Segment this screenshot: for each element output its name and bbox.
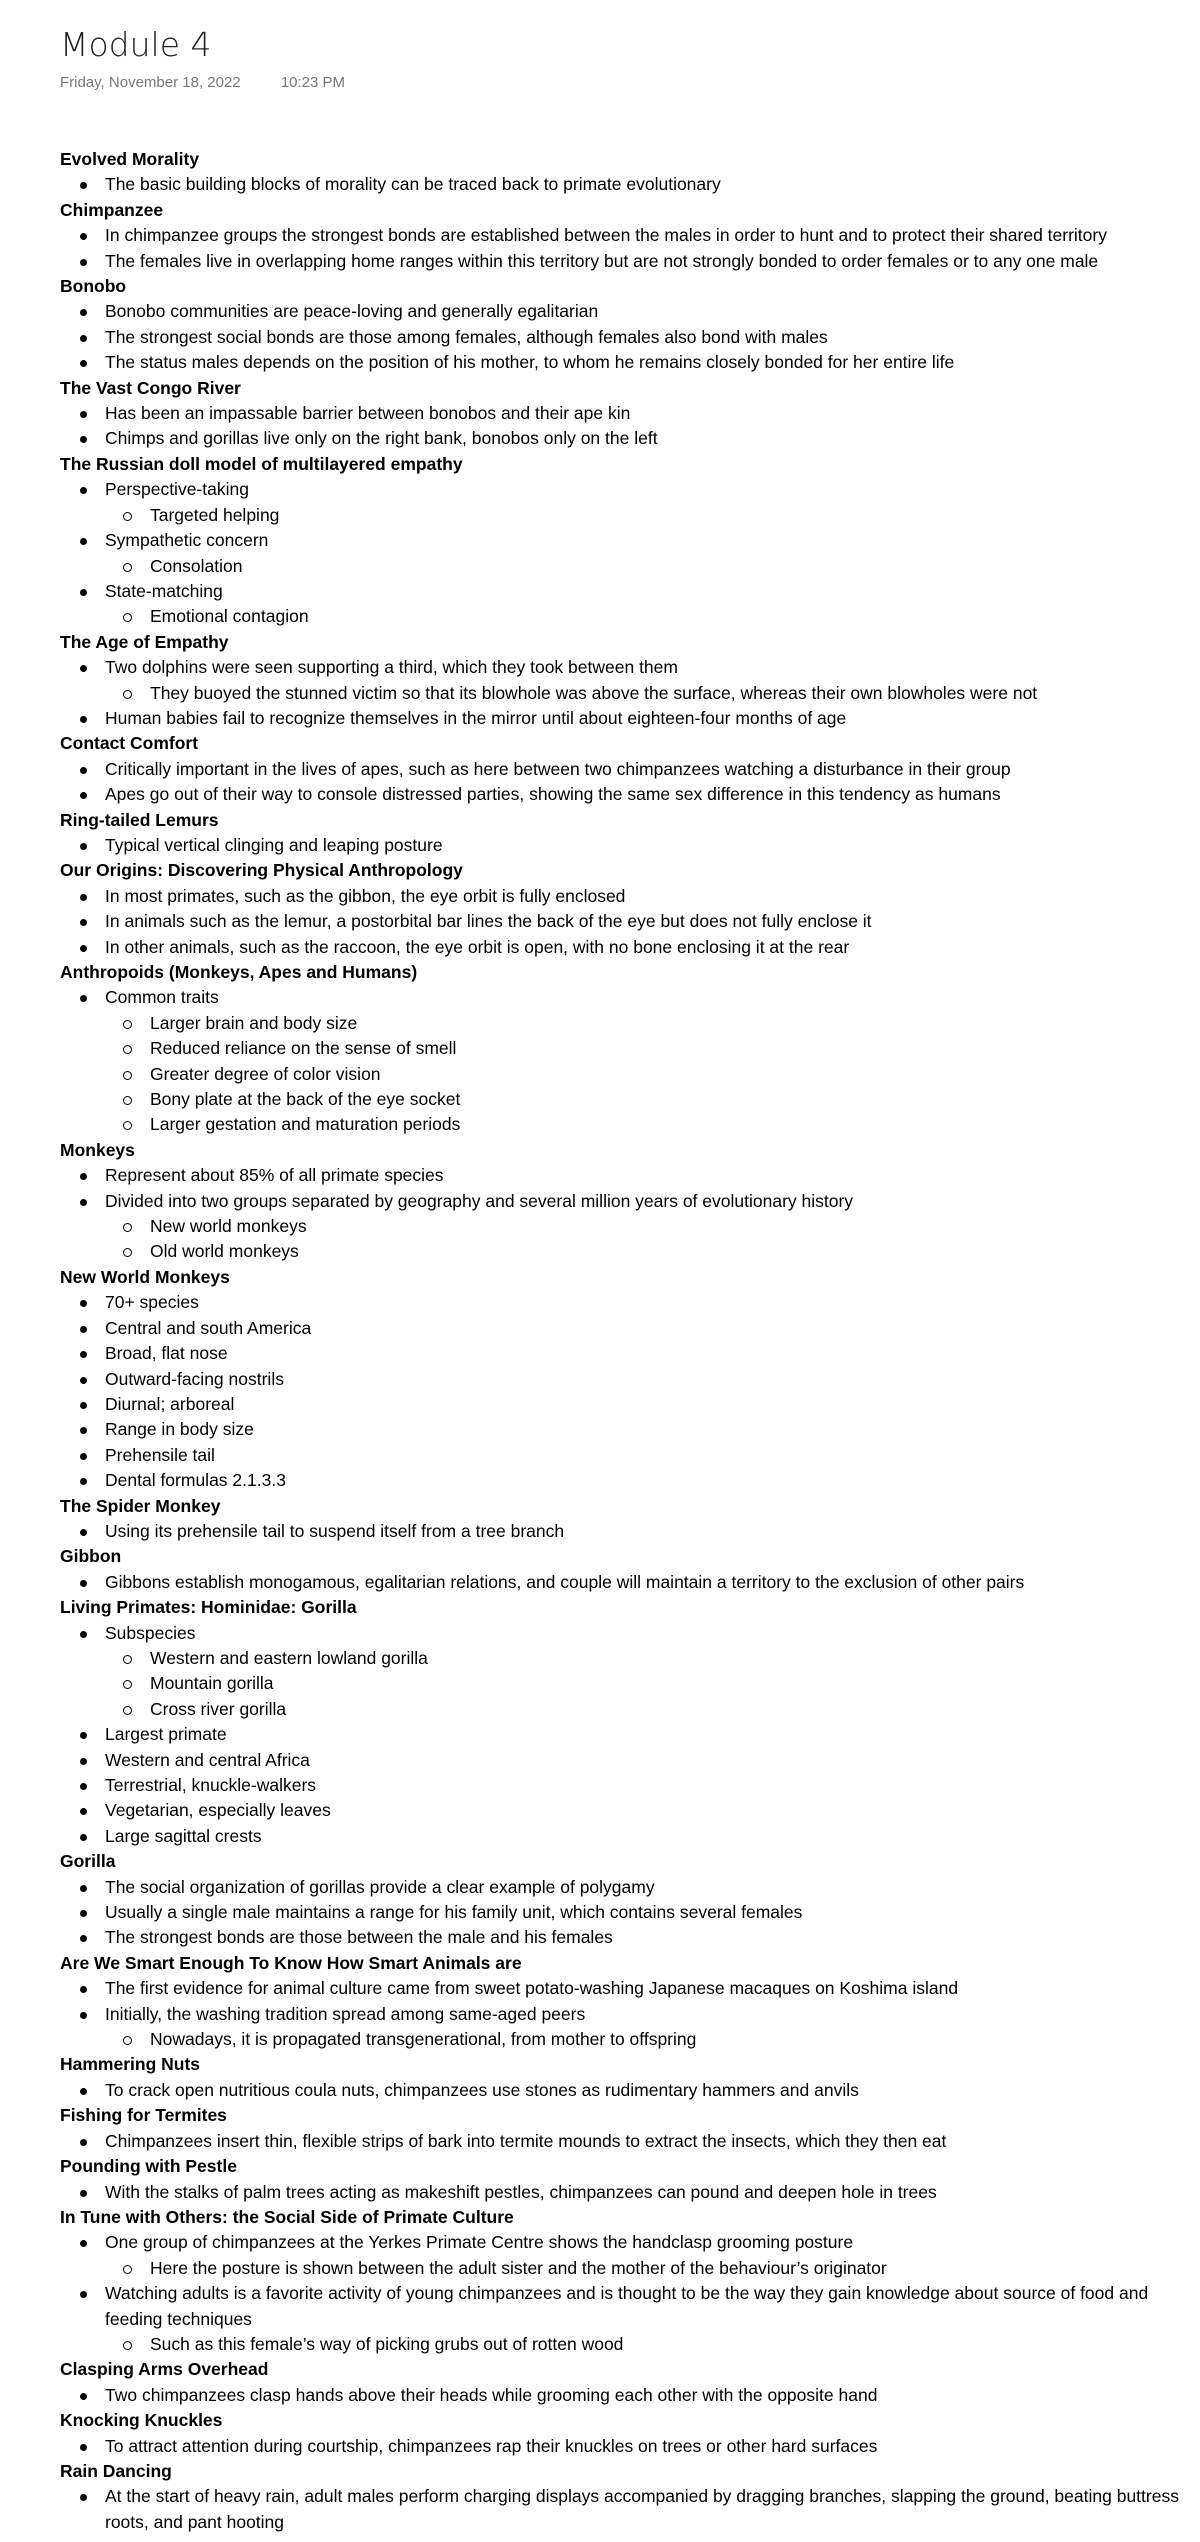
section: [60, 731, 1190, 807]
page-title: Module 4: [60, 25, 212, 64]
bullet-item: Dental formulas 2.1.3.3: [60, 1468, 1190, 1493]
bullet-item: Human babies fail to recognize themselves in the mirror until about eighteen-four months of age: [60, 706, 1190, 731]
section-heading: Contact Comfort: [60, 733, 199, 754]
section: [60, 2052, 1190, 2103]
section-heading: Hammering Nuts: [60, 2054, 201, 2075]
bullet-item: Range in body size: [60, 1417, 1190, 1442]
bullet-item: Using its prehensile tail to suspend itself from a tree branch: [60, 1519, 1190, 1544]
section-heading: Fishing for Termites: [60, 2105, 227, 2126]
section-heading: Gorilla: [60, 1851, 116, 1872]
bullet-item: One group of chimpanzees at the Yerkes Primate Centre shows the handclasp grooming posture: [60, 2230, 1190, 2255]
bullet-item: Large sagittal crests: [60, 1824, 1190, 1849]
section-heading: Are We Smart Enough To Know How Smart Animals are: [60, 1952, 522, 1973]
bullet-list: [60, 884, 1190, 960]
bullet-list: [60, 2129, 1190, 2154]
section-heading: Monkeys: [60, 1139, 135, 1160]
bullet-list: [60, 1976, 1190, 2052]
bullet-item: To attract attention during courtship, chimpanzees rap their knuckles on trees or other hard surfaces: [60, 2434, 1190, 2459]
bullet-item: Initially, the washing tradition spread among same-aged peers: [60, 2002, 1190, 2027]
bullet-list: [60, 2434, 1190, 2459]
section-heading: Pounding with Pestle: [60, 2156, 237, 2177]
bullet-list: [60, 2230, 1190, 2357]
section-heading: In Tune with Others: the Social Side of Primate Culture: [60, 2206, 514, 2227]
bullet-item: Common traits: [60, 985, 1190, 1010]
section-heading: Gibbon: [60, 1546, 122, 1567]
bullet-item: State-matching: [60, 579, 1190, 604]
section: [60, 147, 1190, 198]
bullet-list: [60, 655, 1190, 731]
section-heading: Clasping Arms Overhead: [60, 2359, 269, 2380]
bullet-item: In chimpanzee groups the strongest bonds are established between the males in order to hunt and to protect their shared territory: [60, 223, 1190, 248]
section: [60, 376, 1190, 452]
sub-bullet-item: Here the posture is shown between the adult sister and the mother of the behaviour’s originator: [60, 2256, 1190, 2281]
section: [60, 1849, 1190, 1951]
bullet-list: [60, 2383, 1190, 2408]
section: [60, 2103, 1190, 2154]
sub-bullet-item: Cross river gorilla: [60, 1697, 1190, 1722]
section: [60, 1544, 1190, 1595]
bullet-list: [60, 2180, 1190, 2205]
bullet-item: Usually a single male maintains a range for his family unit, which contains several females: [60, 1900, 1190, 1925]
bullet-item: The social organization of gorillas provide a clear example of polygamy: [60, 1875, 1190, 1900]
bullet-item: Outward-facing nostrils: [60, 1367, 1190, 1392]
bullet-item: Chimps and gorillas live only on the right bank, bonobos only on the left: [60, 426, 1190, 451]
bullet-list: [60, 985, 1190, 1137]
section: [60, 2408, 1190, 2459]
sub-bullet-item: Targeted helping: [60, 503, 1190, 528]
bullet-item: The first evidence for animal culture came from sweet potato-washing Japanese macaques on Koshima island: [60, 1976, 1190, 2001]
section-heading: Knocking Knuckles: [60, 2410, 223, 2431]
bullet-item: Vegetarian, especially leaves: [60, 1798, 1190, 1823]
bullet-item: With the stalks of palm trees acting as makeshift pestles, chimpanzees can pound and deepen hole in trees: [60, 2180, 1190, 2205]
bullet-item: Apes go out of their way to console distressed parties, showing the same sex difference in this tendency as humans: [60, 782, 1190, 807]
section: [60, 2154, 1190, 2205]
bullet-list: [60, 833, 1190, 858]
sub-bullet-item: Reduced reliance on the sense of smell: [60, 1036, 1190, 1061]
section: [60, 1951, 1190, 2053]
bullet-list: [60, 172, 1190, 197]
section-heading: Ring-tailed Lemurs: [60, 809, 219, 830]
bullet-list: [60, 299, 1190, 375]
sub-bullet-item: Nowadays, it is propagated transgenerational, from mother to offspring: [60, 2027, 1190, 2052]
bullet-item: In other animals, such as the raccoon, the eye orbit is open, with no bone enclosing it at the rear: [60, 935, 1190, 960]
bullet-item: Critically important in the lives of apes, such as here between two chimpanzees watching a disturbance in their group: [60, 757, 1190, 782]
note-content: [60, 147, 1190, 2535]
bullet-list: [60, 757, 1190, 808]
bullet-list: [60, 1621, 1190, 1850]
page-meta: [60, 74, 1190, 91]
bullet-item: The status males depends on the position of his mother, to whom he remains closely bonded for her entire life: [60, 350, 1190, 375]
section-heading: Evolved Morality: [60, 149, 200, 169]
sub-bullet-item: Western and eastern lowland gorilla: [60, 1646, 1190, 1671]
section: [60, 630, 1190, 732]
bullet-item: 70+ species: [60, 1290, 1190, 1315]
bullet-list: [60, 477, 1190, 629]
bullet-item: Typical vertical clinging and leaping posture: [60, 833, 1190, 858]
bullet-list: [60, 223, 1190, 274]
sub-bullet-item: Bony plate at the back of the eye socket: [60, 1087, 1190, 1112]
section: [60, 1138, 1190, 1265]
bullet-item: The strongest social bonds are those among females, although females also bond with males: [60, 325, 1190, 350]
section: [60, 2459, 1190, 2535]
bullet-list: [60, 1875, 1190, 1951]
section: [60, 452, 1190, 630]
section-heading: The Vast Congo River: [60, 377, 241, 398]
section: [60, 960, 1190, 1138]
bullet-list: [60, 1570, 1190, 1595]
section: [60, 2205, 1190, 2357]
sub-bullet-item: Larger gestation and maturation periods: [60, 1112, 1190, 1137]
bullet-item: Has been an impassable barrier between bonobos and their ape kin: [60, 401, 1190, 426]
section-heading: Rain Dancing: [60, 2460, 172, 2481]
bullet-list: [60, 1290, 1190, 1493]
page-time: 10:23 PM: [280, 74, 346, 91]
sub-bullet-item: New world monkeys: [60, 1214, 1190, 1239]
bullet-item: Two dolphins were seen supporting a third, which they took between them: [60, 655, 1190, 680]
bullet-item: In most primates, such as the gibbon, the eye orbit is fully enclosed: [60, 884, 1190, 909]
bullet-item: Prehensile tail: [60, 1443, 1190, 1468]
bullet-item: Bonobo communities are peace-loving and generally egalitarian: [60, 299, 1190, 324]
sub-bullet-item: They buoyed the stunned victim so that its blowhole was above the surface, whereas their own blowholes were not: [60, 681, 1190, 706]
section-heading: Anthropoids (Monkeys, Apes and Humans): [60, 962, 418, 982]
bullet-item: Diurnal; arboreal: [60, 1392, 1190, 1417]
bullet-item: Two chimpanzees clasp hands above their heads while grooming each other with the opposite hand: [60, 2383, 1190, 2408]
section-heading: The Spider Monkey: [60, 1495, 221, 1516]
bullet-item: Divided into two groups separated by geography and several million years of evolutionary history: [60, 1189, 1190, 1214]
bullet-list: [60, 1519, 1190, 1544]
section-heading: Living Primates: Hominidae: Gorilla: [60, 1597, 357, 1618]
sub-bullet-item: Old world monkeys: [60, 1239, 1190, 1264]
sub-bullet-item: Such as this female’s way of picking grubs out of rotten wood: [60, 2332, 1190, 2357]
sub-bullet-item: Larger brain and body size: [60, 1011, 1190, 1036]
section-heading: The Russian doll model of multilayered empathy: [60, 453, 463, 474]
bullet-item: The strongest bonds are those between the male and his females: [60, 1925, 1190, 1950]
section: [60, 198, 1190, 274]
bullet-item: Gibbons establish monogamous, egalitarian relations, and couple will maintain a territory to the exclusion of other pairs: [60, 1570, 1190, 1595]
bullet-list: [60, 401, 1190, 452]
section: [60, 1265, 1190, 1494]
section: [60, 1494, 1190, 1545]
bullet-list: [60, 2484, 1190, 2535]
bullet-item: To crack open nutritious coula nuts, chimpanzees use stones as rudimentary hammers and anvils: [60, 2078, 1190, 2103]
bullet-item: Western and central Africa: [60, 1748, 1190, 1773]
bullet-item: At the start of heavy rain, adult males perform charging displays accompanied by dragging branches, slapping the ground, beating buttress roots, and pant hooting: [60, 2484, 1190, 2535]
sub-bullet-item: Mountain gorilla: [60, 1671, 1190, 1696]
bullet-item: In animals such as the lemur, a postorbital bar lines the back of the eye but does not fully enclose it: [60, 909, 1190, 934]
bullet-item: Perspective-taking: [60, 477, 1190, 502]
page-date: Friday, November 18, 2022: [60, 74, 241, 91]
bullet-item: The females live in overlapping home ranges within this territory but are not strongly bonded to order females or to any one male: [60, 249, 1190, 274]
section-heading: The Age of Empathy: [60, 631, 229, 652]
section: [60, 1595, 1190, 1849]
section-heading: Chimpanzee: [60, 199, 164, 220]
section: [60, 858, 1190, 960]
section-heading: New World Monkeys: [60, 1266, 230, 1287]
sub-bullet-item: Greater degree of color vision: [60, 1062, 1190, 1087]
bullet-list: [60, 2078, 1190, 2103]
bullet-item: Terrestrial, knuckle-walkers: [60, 1773, 1190, 1798]
section-heading: Our Origins: Discovering Physical Anthropology: [60, 860, 463, 881]
bullet-item: Chimpanzees insert thin, flexible strips of bark into termite mounds to extract the insects, which they then eat: [60, 2129, 1190, 2154]
section-heading: Bonobo: [60, 276, 127, 297]
sub-bullet-item: Consolation: [60, 554, 1190, 579]
bullet-item: Watching adults is a favorite activity of young chimpanzees and is thought to be the way they gain knowledge about source of food and feeding techniques: [60, 2281, 1190, 2332]
bullet-item: Largest primate: [60, 1722, 1190, 1747]
bullet-item: Represent about 85% of all primate species: [60, 1163, 1190, 1188]
section: [60, 2357, 1190, 2408]
bullet-item: Central and south America: [60, 1316, 1190, 1341]
sub-bullet-item: Emotional contagion: [60, 604, 1190, 629]
section: [60, 274, 1190, 376]
bullet-item: Broad, flat nose: [60, 1341, 1190, 1366]
bullet-item: Subspecies: [60, 1621, 1190, 1646]
bullet-list: [60, 1163, 1190, 1265]
bullet-item: The basic building blocks of morality can be traced back to primate evolutionary: [60, 172, 1190, 197]
bullet-item: Sympathetic concern: [60, 528, 1190, 553]
section: [60, 808, 1190, 859]
